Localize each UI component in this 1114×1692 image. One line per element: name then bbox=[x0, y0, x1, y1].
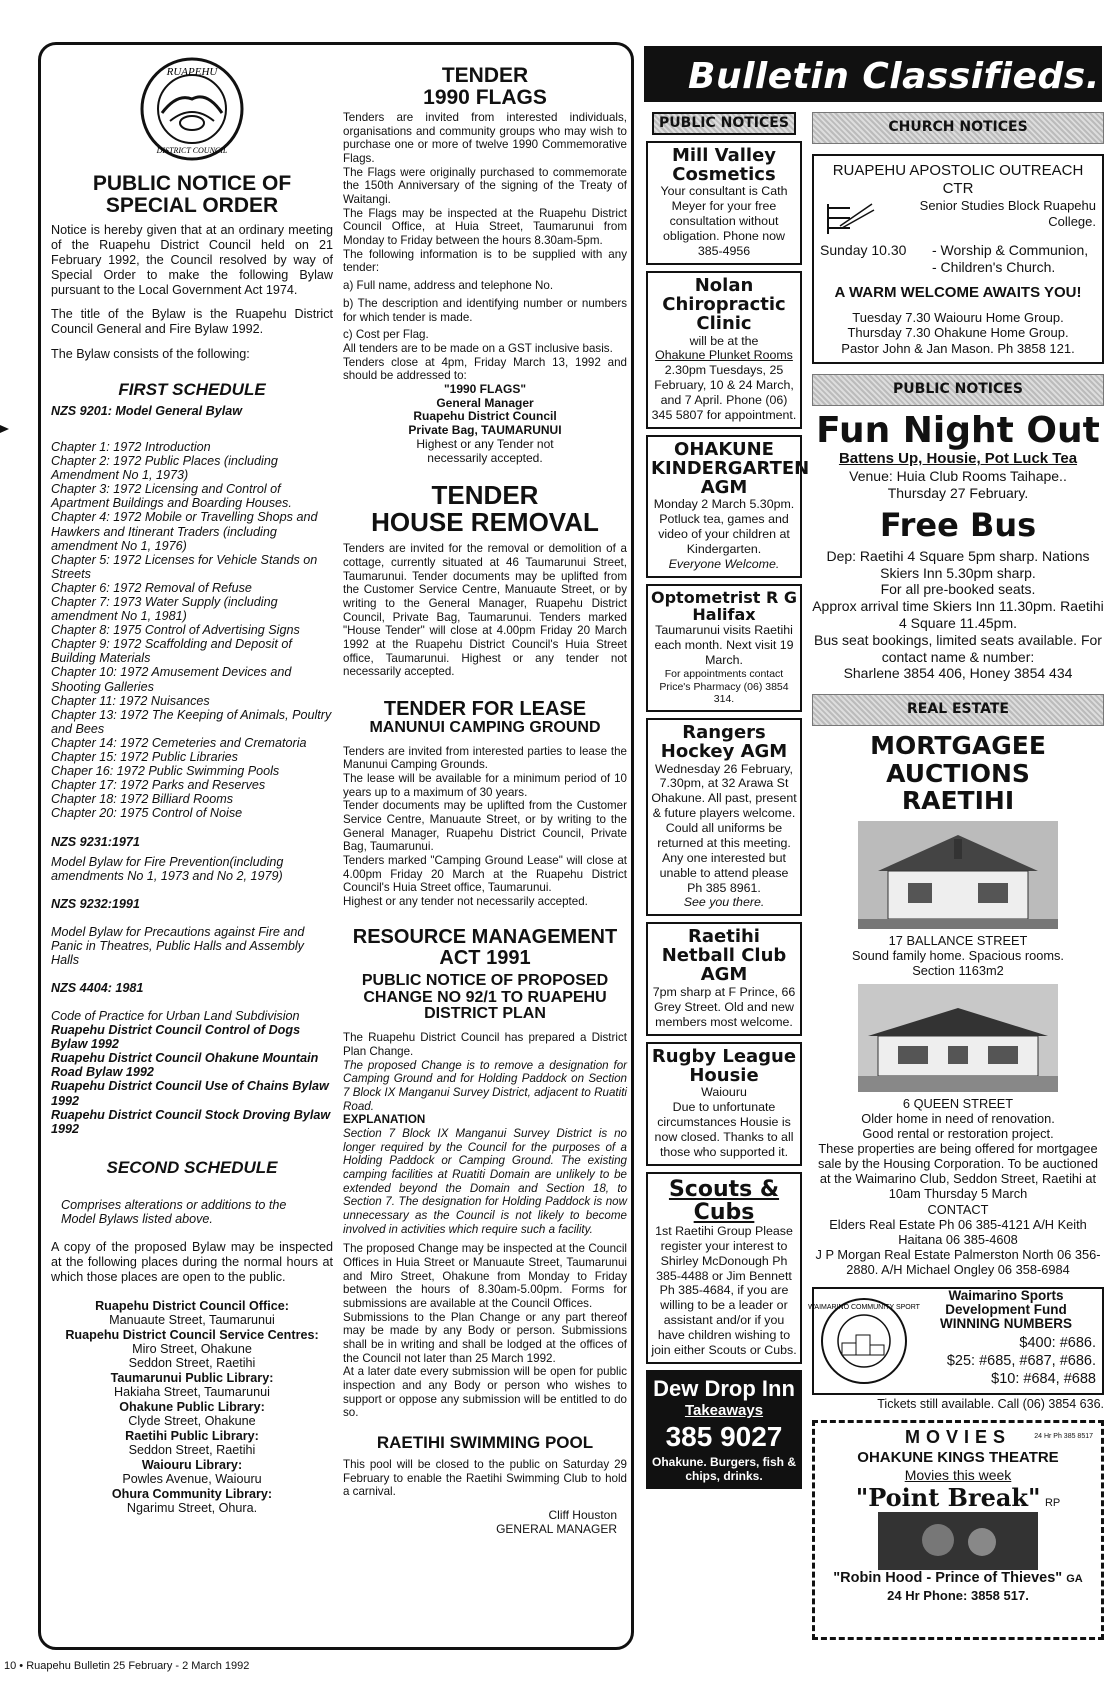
flags-address-1: "1990 FLAGS" bbox=[443, 381, 527, 396]
classifieds-column-1 bbox=[646, 112, 810, 1489]
church-notices-bar bbox=[812, 112, 1104, 144]
second-schedule-desc: Comprises alterations or additions to the Model Bylaws listed above. bbox=[61, 1197, 287, 1226]
movies-phone: 24 Hr Phone: 3858 517. bbox=[887, 1587, 1029, 1603]
nzs9231-desc: Model Bylaw for Fire Prevention(including amendments No 1, 1973 and No 2, 1979) bbox=[51, 854, 284, 883]
church-sunday: Sunday 10.30 bbox=[820, 242, 907, 258]
chapter-item: Chapter 4: 1972 Mobile or Travelling Shops and Hawkers and Itinerant Traders (including amendment No 1, 1976) bbox=[51, 510, 318, 553]
flags-p3: The Flags may be inspected at the Ruapehu District Council Office, at Huia Street, Taumarunui from Monday to Friday between the hours 8.30am-5pm. bbox=[343, 206, 627, 248]
church-name: RUAPEHU APOSTOLIC OUTREACH CTR bbox=[832, 162, 1084, 197]
nzs4404-item: Ruapehu District Council Use of Chains Bylaw 1992 bbox=[51, 1079, 329, 1108]
free-bus-title: Free Bus bbox=[879, 505, 1037, 544]
lease-p4: Tenders marked "Camping Ground Lease" will close at 4.00pm Friday 20 March at the Ruapehu District Council's Huia Street office, Taumarunui. bbox=[343, 854, 627, 895]
nzs4404-item: Code of Practice for Urban Land Subdivision bbox=[51, 1008, 300, 1023]
ad-text: Everyone Welcome. bbox=[668, 556, 780, 571]
lease-subtitle: MANUNUI CAMPING GROUND bbox=[369, 718, 601, 736]
church-sunday-row bbox=[820, 242, 1096, 276]
classified-ad bbox=[646, 1172, 802, 1364]
church-service-2: - Children's Church. bbox=[932, 258, 1056, 275]
ad-title: Rangers Hockey AGM bbox=[660, 721, 788, 762]
venue-name: Ohakune Public Library: bbox=[119, 1399, 265, 1414]
venue-address: Miro Street, Ohakune bbox=[132, 1341, 252, 1356]
signature-name: Cliff Houston bbox=[548, 1507, 617, 1522]
house-title-2: HOUSE REMOVAL bbox=[371, 506, 599, 537]
ad-text: Waiouru bbox=[701, 1085, 747, 1100]
waimarino-logo bbox=[808, 1295, 920, 1387]
chapter-item: Chapter 8: 1975 Control of Advertising Signs bbox=[51, 623, 300, 638]
public-notices-bar bbox=[812, 374, 1104, 406]
flags-title-1: TENDER bbox=[441, 64, 529, 87]
rma-p5: Submissions to the Plan Change or any part thereof may be made by any Body or person. Submissions shall be in writing and shall be lodged at the offices of the Council not later than 25 March 1992. bbox=[343, 1310, 627, 1365]
dew-drop-takeaways: Takeaways bbox=[684, 1401, 764, 1419]
venue-name: Waiouru Library: bbox=[141, 1457, 243, 1472]
venue-address: Clyde Street, Ohakune bbox=[128, 1414, 256, 1429]
nzs4404-item: Ruapehu District Council Control of Dogs Bylaw 1992 bbox=[51, 1023, 301, 1052]
public-notices-tag: PUBLIC NOTICES bbox=[652, 112, 796, 135]
flags-p1: Tenders are invited from interested individuals, organisations and community groups who may wish to purchase one or more of twelve 1990 Commemorative Flags. bbox=[343, 111, 627, 166]
chapter-list bbox=[51, 440, 333, 821]
venue-address: Powles Avenue, Waiouru bbox=[122, 1472, 262, 1487]
bulletin-title: Bulletin Classifieds. bbox=[688, 56, 1100, 97]
special-order-p3: The Bylaw consists of the following: bbox=[51, 347, 250, 362]
film-2-rating: GA bbox=[1066, 1573, 1083, 1586]
classified-ad bbox=[646, 1042, 802, 1166]
waimarino-tickets: Tickets still available. Call (06) 3854 636. bbox=[877, 1397, 1104, 1412]
flags-a: a) Full name, address and telephone No. bbox=[343, 279, 554, 293]
dew-drop-phone: 385 9027 bbox=[665, 1420, 783, 1452]
venue-name: Raetihi Public Library: bbox=[125, 1428, 259, 1443]
venue-name: Taumarunui Public Library: bbox=[110, 1370, 274, 1385]
flags-p5: All tenders are to be made on a GST inclusive basis. bbox=[343, 341, 613, 355]
chapter-item: Chapter 2: 1972 Public Places (including Amendment No 1, 1973) bbox=[51, 454, 278, 483]
house-photo-1 bbox=[858, 821, 1058, 929]
flags-p6: Tenders close at 4pm, Friday March 13, 1992 and should be addressed to: bbox=[343, 355, 627, 383]
ad-title: OHAKUNE KINDERGARTEN AGM bbox=[651, 438, 810, 498]
ad-text: For appointments contact Price's Pharmacy (06) 3854 314. bbox=[659, 668, 789, 706]
film-still-photo bbox=[878, 1512, 1038, 1570]
chapter-item: Chapter 18: 1972 Billiard Rooms bbox=[51, 792, 234, 807]
bulletin-banner bbox=[644, 46, 1102, 102]
ad-text: 2.30pm Tuesdays, 25 February, 10 & 24 March, and 7 April. Phone (06) 345 5807 for appointment. bbox=[651, 363, 797, 422]
flags-address-2: General Manager bbox=[436, 395, 534, 410]
venue-address: Seddon Street, Raetihi bbox=[128, 1443, 256, 1458]
chapter-item: Chapter 7: 1973 Water Supply (including amendment No 1, 1981) bbox=[51, 595, 278, 624]
special-order-p1: Notice is hereby given that at an ordinary meeting of the Ruapehu District Council held on 21 February 1992, the Council resolved by way of Special Order to make the following Bylaw pursuant to the Local Government Act 1974. bbox=[51, 223, 333, 297]
church-notice bbox=[812, 154, 1104, 364]
ad-text: Due to unfortunate circumstances Housie is now closed. Thanks to all those who supported it. bbox=[654, 1100, 794, 1159]
house-1-desc: Sound family home. Spacious rooms. Section 1163m2 bbox=[852, 947, 1064, 978]
tenders-column bbox=[343, 45, 627, 1647]
flags-c: c) Cost per Flag. bbox=[343, 328, 429, 342]
movies-phone-small: 24 Hr Ph 385 8517 bbox=[1034, 1433, 1093, 1441]
rma-explanation: EXPLANATION bbox=[343, 1113, 426, 1127]
flags-address-3: Ruapehu District Council bbox=[413, 409, 557, 424]
nzs4404-item: Ruapehu District Council Stock Droving Bylaw 1992 bbox=[51, 1107, 331, 1136]
house-2-desc: Older home in need of renovation. Good rental or restoration project. bbox=[861, 1111, 1055, 1142]
ad-text: Taumarunui visits Raetihi each month. Next visit 19 March. bbox=[654, 623, 794, 668]
first-schedule-heading: FIRST SCHEDULE bbox=[118, 379, 266, 399]
dew-drop-desc: Ohakune. Burgers, fish & chips, drinks. bbox=[651, 1454, 797, 1483]
bus-line: Approx arrival time Skiers Inn 11.30pm. Raetihi 4 Square 11.45pm. bbox=[812, 598, 1104, 631]
signature-title: GENERAL MANAGER bbox=[496, 1521, 617, 1536]
classifieds-column-2 bbox=[808, 112, 1104, 1640]
ad-text: See you there. bbox=[683, 895, 765, 910]
bus-line: Sharlene 3854 406, Honey 3854 434 bbox=[843, 665, 1073, 682]
church-venue: Senior Studies Block Ruapehu College. bbox=[919, 198, 1096, 229]
chapter-item: Chaper 16: 1972 Public Swimming Pools bbox=[51, 764, 280, 779]
movies-week: Movies this week bbox=[904, 1466, 1012, 1483]
fun-night-sub: Battens Up, Housie, Pot Luck Tea bbox=[838, 450, 1078, 468]
rma-subtitle: PUBLIC NOTICE OF PROPOSED CHANGE NO 92/1 TO RUAPEHU DISTRICT PLAN bbox=[361, 971, 609, 1023]
svg-text:WAIMARINO COMMUNITY SPORT: WAIMARINO COMMUNITY SPORT bbox=[808, 1304, 920, 1312]
flags-title-2: 1990 FLAGS bbox=[423, 86, 547, 110]
church-venue-row bbox=[820, 198, 1096, 238]
chapter-item: Chapter 17: 1972 Parks and Reserves bbox=[51, 778, 266, 793]
ad-text: Wednesday 26 February, 7.30pm, at 32 Arawa St Ohakune. All past, present & future players welcome. Could all uniforms be returned at this meeting. Any one interested but unable to attend please Ph 385 8961. bbox=[651, 761, 797, 895]
fun-night-date: Thursday 27 February. bbox=[887, 484, 1029, 501]
lease-p2: The lease will be available for a minimum period of 10 years up to a maximum of 30 years. bbox=[343, 772, 627, 799]
rma-p3: Section 7 Block IX Manganui Survey District is no longer required by the Council for the purposes of a Holding Paddock or Camping Ground. The existing camping facilities at Ruatiti Domain are unlikely to be extended beyond the Domain and Section 18, to Section 7. The designation for Holding Paddock is now unnecessary as the Council is not likely to become involved in activities which require such a facility. bbox=[343, 1126, 627, 1236]
flags-address-4: Private Bag, TAUMARUNUI bbox=[408, 423, 562, 438]
waimarino-line: $25: #685, #687, #686. bbox=[946, 1353, 1096, 1370]
classified-ad bbox=[646, 435, 810, 578]
church-line: Tuesday 7.30 Waiouru Home Group. bbox=[852, 309, 1064, 325]
bus-line: Dep: Raetihi 4 Square 5pm sharp. Nations Skiers Inn 5.30pm sharp. bbox=[826, 547, 1090, 581]
lease-title: TENDER FOR LEASE bbox=[383, 697, 587, 720]
rma-p1: The Ruapehu District Council has prepared a District Plan Change. bbox=[343, 1031, 627, 1058]
ad-text: Monday 2 March 5.30pm. Potluck tea, games and video of your children at Kindergarten. bbox=[653, 497, 795, 557]
venue-name: Ohura Community Library: bbox=[111, 1486, 273, 1501]
house-title-1: TENDER bbox=[431, 479, 539, 510]
council-logo bbox=[132, 53, 252, 165]
second-schedule-heading: SECOND SCHEDULE bbox=[106, 1157, 278, 1177]
chapter-item: Chapter 10: 1972 Amusement Devices and Shooting Galleries bbox=[51, 665, 292, 694]
ad-text: will be at the bbox=[689, 333, 759, 348]
pool-title: RAETIHI SWIMMING POOL bbox=[376, 1433, 594, 1453]
rma-p2: The proposed Change is to remove a designation for Camping Ground and for Holding Paddock on Section 7 Block IX Manganui Survey District, adjacent to Ruatiti Road. bbox=[343, 1058, 627, 1113]
nzs4404-item: Ruapehu District Council Ohakune Mountain Road Bylaw 1992 bbox=[51, 1051, 319, 1080]
venue-list bbox=[51, 1299, 333, 1516]
house-photo-2 bbox=[858, 984, 1058, 1092]
ad-text: Your consultant is Cath Meyer for your free consultation without obligation. Phone now 385-4956 bbox=[660, 184, 788, 258]
lease-p3: Tender documents may be uplifted from the Customer Service Centre, Manuaute Street, or by writing to the General Manager, Ruapehu District Council, Private Bag, Taumarunui. bbox=[343, 799, 627, 854]
house-p1: Tenders are invited for the removal or demolition of a cottage, currently situated at 46 Taumarunui Street, Taumarunui. Tender documents may be uplifted from the Customer Service Centre, Manuaute Street, or by writing to the General Manager, Ruapehu District Council, Private Bag, Taumarunui. Tenders marked "House Tender" will close at 4.00pm Friday 20 March 1992 at the Ruapehu District Council's Huia Street office, Taumarunui. Highest or any tender not necessarily accepted. bbox=[343, 542, 627, 679]
chapter-item: Chapter 14: 1972 Cemeteries and Crematoria bbox=[51, 735, 307, 750]
svg-text:DISTRICT COUNCIL: DISTRICT COUNCIL bbox=[156, 146, 228, 155]
waimarino-line: $400: #686. bbox=[1019, 1335, 1096, 1352]
dew-drop-inn-ad bbox=[646, 1370, 802, 1489]
real-estate-bar bbox=[812, 694, 1104, 726]
ad-title: Rugby League Housie bbox=[651, 1045, 797, 1086]
lease-p5: Highest or any tender not necessarily accepted. bbox=[343, 895, 588, 909]
movies-ad bbox=[812, 1420, 1104, 1640]
rma-p4: The proposed Change may be inspected at the Council Offices in Huia Street or Manuaute Street, Taumarunui and Miro Street, Ohakune from Monday to Friday between the hours of 8.30am-5.00pm. Forms for submissions are available at the Council Offices. bbox=[343, 1242, 627, 1310]
flags-p4: The following information is to be supplied with any tender: bbox=[343, 247, 627, 275]
chapter-item: Chapter 5: 1972 Licenses for Vehicle Stands on Streets bbox=[51, 552, 318, 581]
rma-p6: At a later date every submission will be open for public inspection and any Body or person who wishes to support or oppose any submission will be entitled to do so. bbox=[343, 1365, 627, 1420]
chapter-item: Chapter 3: 1972 Licensing and Control of Apartment Buildings and Boarding Houses. bbox=[51, 482, 292, 511]
chapter-item: Chapter 6: 1972 Removal of Refuse bbox=[51, 580, 252, 595]
classified-ad bbox=[646, 922, 802, 1035]
movies-title: MOVIES bbox=[904, 1427, 1011, 1448]
classified-ad bbox=[646, 141, 802, 265]
dew-drop-name: Dew Drop Inn bbox=[653, 1375, 795, 1401]
contact-line: Elders Real Estate Ph 06 385-4121 A/H Keith Haitana 06 385-4608 bbox=[829, 1216, 1087, 1247]
church-line: Thursday 7.30 Ohakune Home Group. bbox=[847, 325, 1069, 341]
special-order-p2: The title of the Bylaw is the Ruapehu District Council General and Fire Bylaw 1992. bbox=[51, 307, 333, 337]
svg-text:RUAPEHU: RUAPEHU bbox=[166, 66, 218, 78]
venue-name: Ruapehu District Council Service Centres: bbox=[65, 1327, 319, 1342]
waimarino-sports-ad bbox=[808, 1287, 1104, 1395]
church-welcome: A WARM WELCOME AWAITS YOU! bbox=[834, 283, 1082, 301]
venue-address: Hakiaha Street, Taumarunui bbox=[114, 1385, 270, 1400]
chapter-item: Chapter 9: 1972 Scaffolding and Deposit of Building Materials bbox=[51, 637, 292, 666]
ad-text: 7pm sharp at F Prince, 66 Grey Street. Old and new members most welcome. bbox=[652, 985, 796, 1029]
ad-title: Mill Valley Cosmetics bbox=[671, 144, 777, 185]
classified-ad bbox=[646, 584, 802, 712]
ad-title: Scouts & Cubs bbox=[668, 1176, 780, 1225]
flags-b: b) The description and identifying number or numbers for which tender is made. bbox=[343, 296, 627, 324]
venue-address: Ngarimu Street, Ohura. bbox=[126, 1501, 258, 1516]
council-notices-box bbox=[38, 42, 634, 1650]
rma-title: RESOURCE MANAGEMENT ACT 1991 bbox=[352, 925, 618, 969]
film-1-row bbox=[821, 1483, 1095, 1512]
venue-address: Seddon Street, Raetihi bbox=[128, 1356, 256, 1371]
nzs4404-heading: NZS 4404: 1981 bbox=[51, 980, 144, 995]
house-1-address: 17 BALLANCE STREET bbox=[888, 932, 1028, 948]
waimarino-title: Waimarino Sports Development Fund WINNING NUMBERS bbox=[940, 1288, 1072, 1332]
waimarino-line: $10: #684, #688 bbox=[991, 1371, 1096, 1388]
church-notices-tag: CHURCH NOTICES bbox=[888, 119, 1028, 135]
special-order-column bbox=[51, 45, 333, 1647]
classified-ad bbox=[646, 271, 802, 429]
nzs9201-heading: NZS 9201: Model General Bylaw bbox=[51, 403, 243, 418]
chapter-item: Chapter 11: 1972 Nuisances bbox=[51, 693, 210, 708]
real-estate-tag: REAL ESTATE bbox=[907, 701, 1009, 718]
page-footer: 10 • Ruapehu Bulletin 25 February - 2 March 1992 bbox=[4, 1660, 250, 1672]
mortgagee-text: These properties are being offered for mortgagee sale by the Housing Corporation. To be auctioned at the Waimarino Club, Seddon Street, Raetihi at 10am Thursday 5 March bbox=[817, 1141, 1099, 1202]
film-1-rating: RP bbox=[1044, 1497, 1061, 1510]
ad-title: Nolan Chiropractic Clinic bbox=[662, 274, 786, 334]
lease-p1: Tenders are invited from interested parties to lease the Manunui Camping Grounds. bbox=[343, 744, 627, 772]
nzs9232-desc: Model Bylaw for Precautions against Fire and Panic in Theatres, Public Halls and Assembly Halls bbox=[51, 924, 305, 967]
chapter-item: Chapter 15: 1972 Public Libraries bbox=[51, 750, 238, 765]
chapter-item: Chapter 20: 1975 Control of Noise bbox=[51, 806, 243, 821]
bus-line: Bus seat bookings, limited seats available. For contact name & number: bbox=[814, 631, 1102, 665]
nzs9231-heading: NZS 9231:1971 bbox=[51, 834, 140, 849]
flags-address-5: Highest or any Tender not necessarily accepted. bbox=[416, 437, 554, 465]
house-2-address: 6 QUEEN STREET bbox=[902, 1095, 1014, 1111]
church-logo-icon bbox=[820, 198, 880, 238]
church-service-1: - Worship & Communion, bbox=[932, 242, 1089, 258]
special-order-title: PUBLIC NOTICE OF SPECIAL ORDER bbox=[92, 172, 292, 218]
pool-p1: This pool will be closed to the public on Saturday 29 February to enable the Raetihi Swimming Club to hold a carnival. bbox=[343, 1457, 627, 1499]
contact-heading: CONTACT bbox=[927, 1201, 989, 1217]
film-2-name: "Robin Hood - Prince of Thieves" bbox=[833, 1570, 1063, 1587]
chapter-item: Chapter 1: 1972 Introduction bbox=[51, 439, 211, 454]
bus-line: For all pre-booked seats. bbox=[880, 581, 1036, 598]
venue-address: Manuaute Street, Taumarunui bbox=[109, 1313, 275, 1328]
margin-arrow bbox=[0, 425, 9, 433]
ad-title: Optometrist R G Halifax bbox=[651, 587, 798, 624]
public-notices-bar-tag: PUBLIC NOTICES bbox=[893, 381, 1023, 398]
ad-title: Raetihi Netball Club AGM bbox=[661, 926, 787, 986]
fun-night-venue: Venue: Huia Club Rooms Taihape.. bbox=[849, 468, 1067, 485]
classified-ad bbox=[646, 718, 802, 917]
ad-text: Ohakune Plunket Rooms bbox=[655, 348, 793, 363]
fun-night-title: Fun Night Out bbox=[816, 410, 1100, 452]
copy-text: A copy of the proposed Bylaw may be inspected at the following places during the normal hours at which those places are open to the public. bbox=[51, 1240, 333, 1284]
film-1-title: "Point Break" bbox=[855, 1483, 1041, 1513]
nzs9232-heading: NZS 9232:1991 bbox=[51, 896, 140, 911]
chapter-item: Chapter 13: 1972 The Keeping of Animals, Poultry and Bees bbox=[51, 707, 332, 736]
flags-p2: The Flags were originally purchased to commemorate the 150th Anniversary of the signing of the Treaty of Waitangi. bbox=[343, 165, 627, 207]
film-2-title bbox=[821, 1570, 1095, 1587]
movies-theatre: OHAKUNE KINGS THEATRE bbox=[857, 1448, 1059, 1466]
venue-name: Ruapehu District Council Office: bbox=[95, 1298, 289, 1313]
mortgagee-title: MORTGAGEE AUCTIONS RAETIHI bbox=[870, 731, 1046, 816]
ad-text: 1st Raetihi Group Please register your interest to Shirley McDonough Ph 385-4488 or Jim Bennett Ph 385-4684, if you are willing to be a leader or assistant and/or if you have children wishing to join either Scouts or Cubs. bbox=[651, 1223, 797, 1357]
church-line: Pastor John & Jan Mason. Ph 3858 121. bbox=[841, 340, 1075, 356]
contact-line: J P Morgan Real Estate Palmerston North 06 356-2880. A/H Michael Ongley 06 358-6984 bbox=[815, 1246, 1101, 1277]
